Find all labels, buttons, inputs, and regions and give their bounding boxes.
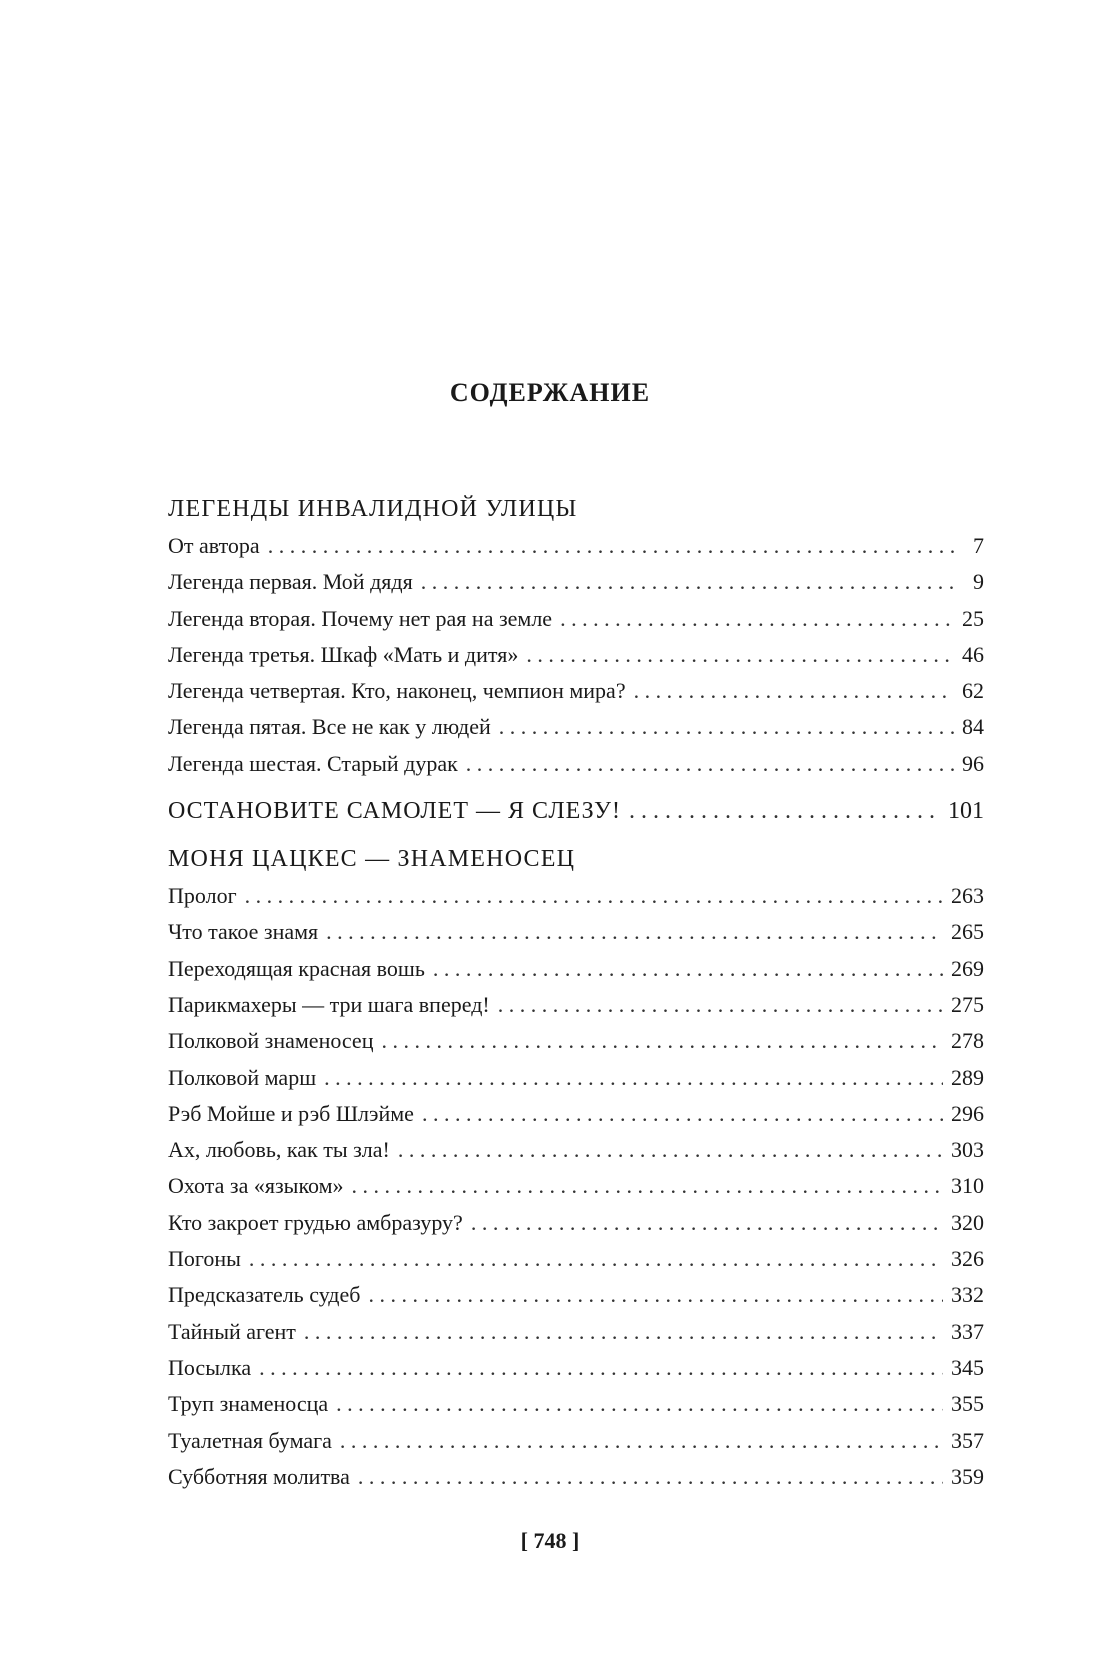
toc-entry-page: 310	[951, 1173, 984, 1199]
toc-entry-title: Легенда шестая. Старый дурак	[168, 750, 458, 776]
toc-entry[interactable]	[168, 1168, 984, 1204]
toc-entry[interactable]	[168, 1350, 984, 1386]
toc-entry[interactable]	[168, 528, 984, 564]
toc-entry-page: 337	[951, 1318, 984, 1344]
dot-leader	[560, 601, 954, 637]
toc-entry-title: Предсказатель судеб	[168, 1282, 361, 1308]
toc-entry-page: 263	[951, 883, 984, 909]
dot-leader	[498, 987, 943, 1023]
toc-entry-title: Легенда четвертая. Кто, наконец, чемпион мира?	[168, 678, 626, 704]
toc-entry-page: 62	[962, 678, 984, 704]
toc-entry-title: Ах, любовь, как ты зла!	[168, 1137, 390, 1163]
toc-entry-title: Туалетная бумага	[168, 1427, 332, 1453]
toc-entry-title: Полковой марш	[168, 1064, 317, 1090]
dot-leader	[259, 1350, 943, 1386]
toc-entry-title: От автора	[168, 533, 260, 558]
toc-entry[interactable]	[168, 878, 984, 914]
toc-entry-page: 296	[951, 1100, 984, 1126]
toc-entry-title: Тайный агент	[168, 1318, 296, 1344]
dot-leader	[324, 1060, 943, 1096]
toc-entry[interactable]	[168, 564, 984, 600]
table-of-contents	[168, 490, 984, 1495]
toc-entry-title: Охота за «языком»	[168, 1173, 344, 1199]
toc-entry[interactable]	[168, 1205, 984, 1241]
dot-leader	[471, 1205, 943, 1241]
dot-leader	[466, 746, 954, 782]
toc-entry-page: 269	[951, 955, 984, 981]
toc-entry-title: Легенда первая. Мой дядя	[168, 569, 413, 595]
toc-entry-page: 275	[951, 991, 984, 1017]
toc-entry[interactable]	[168, 1314, 984, 1350]
toc-entry-title: Посылка	[168, 1354, 252, 1380]
toc-entry[interactable]	[168, 1386, 984, 1422]
page-number: [ 748 ]	[520, 1528, 580, 1553]
toc-entry[interactable]	[168, 1132, 984, 1168]
toc-entry-page: 96	[962, 750, 984, 776]
toc-entry-title: Погоны	[168, 1246, 241, 1272]
toc-entry[interactable]	[168, 1023, 984, 1059]
dot-leader	[398, 1132, 943, 1168]
dot-leader	[340, 1423, 943, 1459]
toc-entry-title: Рэб Мойше и рэб Шлэйме	[168, 1100, 414, 1126]
toc-entry-title: Легенда вторая. Почему нет рая на земле	[168, 605, 553, 631]
toc-entry-title: Переходящая красная вошь	[168, 955, 425, 981]
toc-entry-page: 9	[973, 569, 984, 595]
toc-entry-title: Кто закроет грудью амбразуру?	[168, 1209, 463, 1235]
dot-leader	[421, 564, 954, 600]
toc-entry[interactable]	[168, 1277, 984, 1313]
dot-leader	[352, 1168, 943, 1204]
toc-entry[interactable]	[168, 673, 984, 709]
toc-entry[interactable]	[168, 1459, 984, 1495]
toc-entry-title: Пролог	[168, 883, 237, 909]
toc-entry-page: 46	[962, 641, 984, 667]
toc-entry-page: 25	[962, 605, 984, 631]
dot-leader	[304, 1314, 943, 1350]
toc-entry-page: 355	[951, 1391, 984, 1417]
toc-entry-title: Что такое знамя	[168, 919, 319, 945]
toc-entry-page: 357	[951, 1427, 984, 1453]
toc-entry[interactable]	[168, 1096, 984, 1132]
toc-entry[interactable]	[168, 637, 984, 673]
dot-leader	[245, 878, 943, 914]
toc-entry[interactable]	[168, 1060, 984, 1096]
toc-entry-title: Парикмахеры — три шага вперед!	[168, 991, 490, 1017]
dot-leader	[326, 914, 943, 950]
toc-entry[interactable]	[168, 601, 984, 637]
dot-leader	[499, 709, 954, 745]
dot-leader	[629, 792, 940, 830]
dot-leader	[358, 1459, 943, 1495]
toc-entry-page: 303	[951, 1137, 984, 1163]
toc-entry-page: 359	[951, 1463, 984, 1489]
dot-leader	[634, 673, 954, 709]
toc-entry[interactable]	[168, 1423, 984, 1459]
section-heading-monya: МОНЯ ЦАЦКЕС — ЗНАМЕНОСЕЦ	[168, 846, 576, 873]
toc-entry-title: Легенда пятая. Все не как у людей	[168, 714, 491, 740]
section-heading-stop-the-plane: ОСТАНОВИТЕ САМОЛЕТ — Я СЛЕЗУ!	[168, 798, 622, 825]
toc-entry-title: Легенда третья. Шкаф «Мать и дитя»	[168, 641, 519, 667]
toc-entry[interactable]	[168, 1241, 984, 1277]
toc-entry-page: 278	[951, 1028, 984, 1054]
toc-entry[interactable]	[168, 709, 984, 745]
toc-entry-page: 345	[951, 1354, 984, 1380]
dot-leader	[268, 528, 954, 564]
dot-leader	[336, 1386, 943, 1422]
toc-entry-page: 84	[962, 714, 984, 740]
toc-entry-page: 320	[951, 1209, 984, 1235]
toc-entry[interactable]	[168, 987, 984, 1023]
toc-entry[interactable]	[168, 951, 984, 987]
toc-entry-page: 265	[951, 919, 984, 945]
toc-entry-page: 289	[951, 1064, 984, 1090]
dot-leader	[422, 1096, 943, 1132]
toc-entry-page: 7	[973, 533, 984, 558]
dot-leader	[433, 951, 943, 987]
section-heading-legends: ЛЕГЕНДЫ ИНВАЛИДНОЙ УЛИЦЫ	[168, 496, 578, 522]
toc-entry-page: 326	[951, 1246, 984, 1272]
dot-leader	[381, 1023, 943, 1059]
toc-entry-page: 332	[951, 1282, 984, 1308]
dot-leader	[526, 637, 954, 673]
page-title: СОДЕРЖАНИЕ	[449, 378, 651, 407]
toc-entry[interactable]	[168, 746, 984, 782]
toc-entry-stop-the-plane[interactable]	[168, 792, 984, 830]
toc-entry-title: Субботняя молитва	[168, 1463, 350, 1489]
toc-entry-title: Полковой знаменосец	[168, 1028, 374, 1054]
dot-leader	[249, 1241, 943, 1277]
toc-entry-title: Труп знаменосца	[168, 1391, 329, 1417]
toc-entry-page: 101	[948, 798, 984, 825]
dot-leader	[368, 1277, 943, 1313]
toc-entry[interactable]	[168, 914, 984, 950]
